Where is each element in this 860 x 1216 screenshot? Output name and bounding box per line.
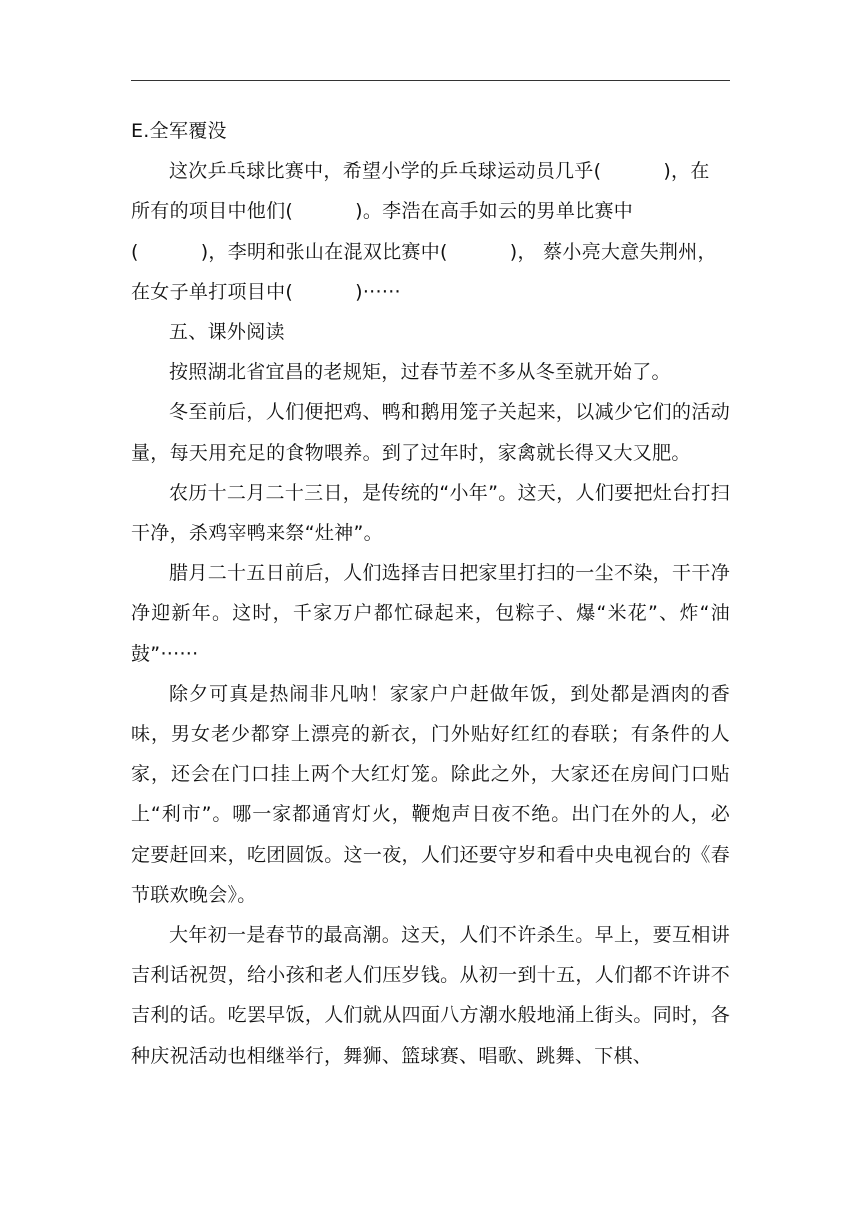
header-rule xyxy=(131,80,730,81)
reading-paragraph: 冬至前后，人们便把鸡、鸭和鹅用笼子关起来，以减少它们的活动量，每天用充足的食物喂养。到了过年时，家禽就长得又大又肥。 xyxy=(131,401,730,464)
fill-text: 在女子单打项目中( xyxy=(131,280,294,303)
fill-in-blank-question xyxy=(131,151,730,312)
reading-paragraph: 按照湖北省宜昌的老规矩，过春节差不多从冬至就开始了。 xyxy=(169,361,671,384)
option-e: E.全军覆没 xyxy=(131,120,227,142)
document-body xyxy=(131,111,730,1076)
fill-text: )······ xyxy=(355,280,401,303)
fill-line-2 xyxy=(131,191,730,231)
fill-text: 这次乒乓球比赛中，希望小学的乒乓球运动员几乎( xyxy=(169,160,602,183)
fill-text: )，在 xyxy=(663,160,710,183)
reading-paragraph: 腊月二十五日前后，人们选择吉日把家里打扫的一尘不染，干干净净迎新年。这时，千家万户都忙碌起来，包粽子、爆“米花”、炸“油鼓”······ xyxy=(131,562,730,665)
section-title: 五、课外阅读 xyxy=(169,321,285,344)
fill-text: )，李明和张山在混双比赛中( xyxy=(200,240,448,263)
fill-line-4 xyxy=(131,272,730,312)
fill-text: )。李浩在高手如云的男单比赛中 xyxy=(355,200,634,223)
fill-text: 所有的项目中他们( xyxy=(131,200,294,223)
reading-paragraph: 农历十二月二十三日，是传统的“小年”。这天，人们要把灶台打扫干净，杀鸡宰鸭来祭“灶神”。 xyxy=(131,481,730,545)
fill-text: )， 蔡小亮大意失荆州， xyxy=(509,240,717,263)
fill-line-3 xyxy=(131,232,730,272)
reading-paragraph: 大年初一是春节的最高潮。这天，人们不许杀生。早上，要互相讲吉利话祝贺，给小孩和老人们压岁钱。从初一到十五，人们都不许讲不吉利的话。吃罢早饭，人们就从四面八方潮水般地涌上街头。同时，各种庆祝活动也相继举行，舞狮、篮球赛、唱歌、跳舞、下棋、 xyxy=(131,924,730,1067)
fill-line-1 xyxy=(131,151,730,191)
fill-text: ( xyxy=(131,240,139,263)
reading-paragraph: 除夕可真是热闹非凡呐！家家户户赶做年饭，到处都是酒肉的香味，男女老少都穿上漂亮的新衣，门外贴好红红的春联；有条件的人家，还会在门口挂上两个大红灯笼。除此之外，大家还在房间门口贴上“利市”。哪一家都通宵灯火，鞭炮声日夜不绝。出门在外的人，必定要赶回来，吃团圆饭。这一夜，人们还要守岁和看中央电视台的《春节联欢晚会》。 xyxy=(131,682,730,906)
